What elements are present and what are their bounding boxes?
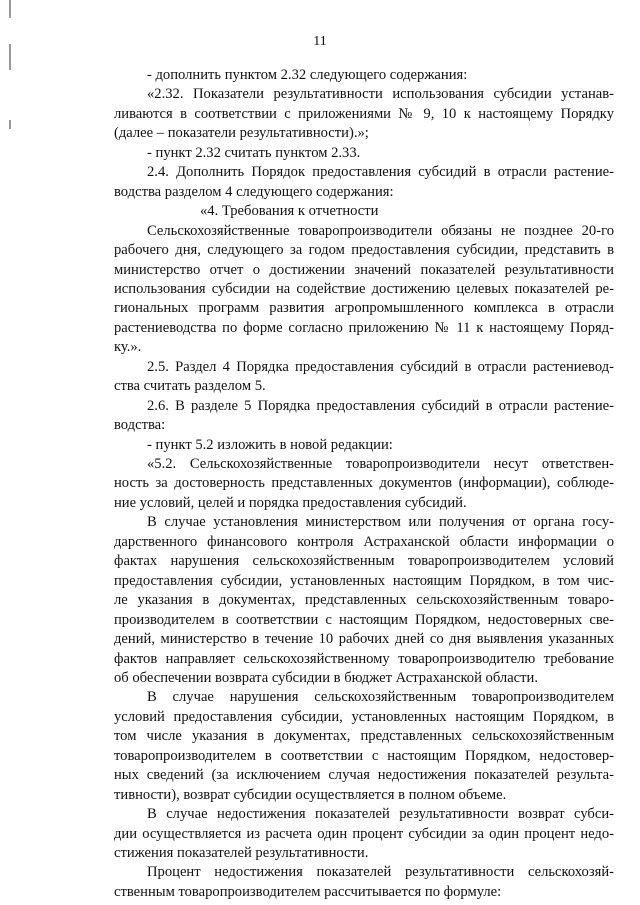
text-line: - пункт 5.2 изложить в новой редакции: [147, 436, 393, 453]
text-line: условий предоставления субсидии, установленных настоящим Порядком, в [114, 708, 614, 725]
text-line: том числе указания в документах, представленных сельскохозяйственным [114, 728, 614, 745]
text-line: предоставления субсидии, установленных настоящим Порядком, в том чис- [114, 572, 614, 589]
text-line: стижения показателей результативности. [114, 845, 369, 861]
text-line: 2.4. Дополнить Порядок предоставления субсидий в отрасли растение- [147, 164, 614, 181]
text-line: использования субсидии на содействие достижению целевых показателей ре- [114, 280, 614, 297]
text-line: ства считать разделом 5. [114, 378, 266, 395]
text-line: водства: [114, 417, 166, 434]
text-line: дии осуществляется из расчета один процент субсидии за один процент недо- [114, 825, 614, 842]
text-line: «2.32. Показатели результативности использования субсидии устанав- [147, 86, 614, 103]
text-line: рабочего дня, следующего за годом предоставления субсидии, представить в [114, 242, 614, 259]
text-line: «5.2. Сельскохозяйственные товаропроизводители несут ответствен- [147, 456, 614, 472]
text-line: об обеспечении возврата субсидии в бюджет Астраханской области. [114, 669, 538, 686]
text-line: растениеводства по форме согласно приложению № 11 к настоящему Поряд- [114, 319, 614, 336]
scan-margin-mark [9, 120, 11, 129]
text-line: ливаются в соответствии с приложениями № 9, 10 к настоящему Порядку [114, 105, 614, 122]
text-line: В случае установления министерством или получения от органа госу- [147, 514, 614, 531]
text-line: дарственного финансового контроля Астраханской области информации о [114, 533, 614, 550]
text-line: ность за достоверность представленных документов (информации), соблюде- [114, 475, 614, 492]
text-line: - дополнить пунктом 2.32 следующего содержания: [147, 67, 468, 83]
text-line: 2.5. Раздел 4 Порядка предоставления субсидий в отрасли растениевод- [147, 358, 614, 375]
text-line: 2.6. В разделе 5 Порядка предоставления субсидий в отрасли растение- [147, 397, 614, 414]
text-line: В случае нарушения сельскохозяйственным товаропроизводителем [147, 689, 614, 706]
scan-margin-mark [9, 0, 11, 18]
text-line: производителем в соответствии с настоящим Порядком, недостоверных све- [114, 611, 614, 628]
text-line: водства разделом 4 следующего содержания: [114, 183, 394, 200]
text-line: гиональных программ развития агропромышленного комплекса в отрасли [114, 300, 614, 317]
text-line: ственным товаропроизводителем рассчитывается по формуле: [114, 883, 502, 900]
text-line: ние условий, целей и порядка предоставления субсидий. [114, 494, 467, 511]
text-line: - пункт 2.32 считать пунктом 2.33. [147, 144, 361, 161]
text-line: Процент недостижения показателей результативности сельскохозяй- [147, 864, 614, 881]
text-line: (далее – показатели результативности).»; [114, 125, 369, 142]
text-line: фактов направляет сельскохозяйственному товаропроизводителю требование [114, 650, 614, 667]
text-line: министерство отчет о достижении значений показателей результативности [114, 261, 614, 278]
text-line: дений, министерство в течение 10 рабочих дней со дня выявления указанных [114, 631, 614, 648]
text-line: товаропроизводителем в соответствии с настоящим Порядком, недостовер- [114, 747, 614, 764]
text-line: ных сведений (за исключением случая недостижения показателей результа- [114, 767, 614, 784]
text-line: тивности), возврат субсидии осуществляется в полном объеме. [114, 786, 507, 803]
text-line: ку.». [114, 339, 142, 356]
text-line: В случае недостижения показателей результативности возврат субси- [147, 806, 614, 823]
page-number: 11 [313, 34, 327, 49]
text-line: «4. Требования к отчетности [200, 203, 379, 220]
text-line: фактах нарушения сельскохозяйственным товаропроизводителем условий [114, 553, 614, 570]
text-line: ле указания в документах, представленных сельскохозяйственным товаро- [114, 592, 614, 609]
text-line: Сельскохозяйственные товаропроизводители обязаны не позднее 20-го [147, 222, 614, 239]
